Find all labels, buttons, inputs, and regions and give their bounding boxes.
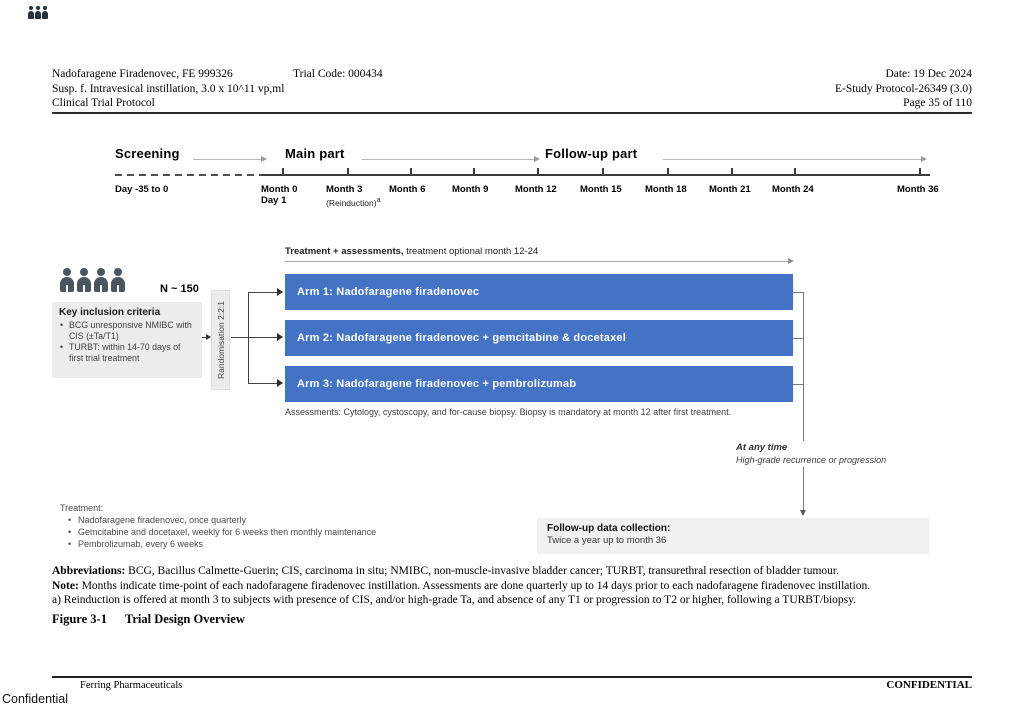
treatment-assessments-label: Treatment + assessments, treatment optional month 12-24 <box>285 246 539 257</box>
randomisation-label: Randomisation 2:2:1 <box>215 301 226 379</box>
header-date: Date: 19 Dec 2024 <box>885 68 972 80</box>
timeline-tick <box>410 168 412 174</box>
arm-2-bar: Arm 2: Nadofaragene firadenovec + gemcitabine & docetaxel <box>285 320 793 356</box>
phase-label-followup: Follow-up part <box>545 146 638 161</box>
person-icon <box>28 6 34 19</box>
connector-line <box>248 292 249 384</box>
treatment-note: • Pembrolizumab, every 6 weeks <box>68 538 376 550</box>
assessments-note: Assessments: Cytology, cystoscopy, and for-cause biopsy. Biopsy is mandatory at month 12 after first treatment. <box>285 407 732 417</box>
inclusion-title: Key inclusion criteria <box>59 307 161 318</box>
person-icon <box>94 268 108 292</box>
connector-line <box>248 383 277 384</box>
timeline-tick <box>602 168 604 174</box>
phase-label-main: Main part <box>285 146 345 161</box>
header-page-number: Page 35 of 110 <box>903 97 972 109</box>
timeline-month-15: Month 15 <box>580 184 622 195</box>
inclusion-bullet-list <box>59 320 195 364</box>
screening-day-range: Day -35 to 0 <box>115 184 169 195</box>
header-protocol-id: E-Study Protocol-26349 (3.0) <box>834 82 972 95</box>
timeline-axis-line <box>262 174 930 176</box>
arrow-right-icon <box>261 156 267 162</box>
timeline-screening-dashed-line <box>115 174 262 176</box>
timeline-month-3: Month 3 (Reinduction)$^a$ <box>326 184 381 208</box>
arm-3-bar: Arm 3: Nadofaragene firadenovec + pembrolizumab <box>285 366 793 402</box>
treatment-notes-title: Treatment: <box>60 503 104 513</box>
note-line: Note: Months indicate time-point of each nadofaragene firadenovec instillation. Assessments are done quarterly up to 14 days prior to each nadofaragene firadenovec instillation. <box>52 579 871 592</box>
inclusion-bullet: • TURBT: within 14-70 days of first trial treatment <box>59 342 195 364</box>
footer-rule <box>52 676 972 678</box>
any-time-note <box>736 441 889 467</box>
footnote-marker: a <box>376 196 381 204</box>
any-time-subtitle: High-grade recurrence or progression <box>736 455 887 465</box>
arrow-right-icon <box>277 333 283 341</box>
timeline-tick <box>667 168 669 174</box>
treatment-notes <box>60 502 376 550</box>
sample-size-label: N ~ 150 <box>160 283 199 295</box>
arrow-right-icon <box>534 156 540 162</box>
timeline-tick <box>282 168 284 174</box>
inclusion-criteria-box <box>52 302 202 378</box>
timeline-tick <box>347 168 349 174</box>
figure-caption-title: Trial Design Overview <box>124 612 245 626</box>
header-suspension: Susp. f. Intravesical instillation, 3.0 x 10^11 vp,ml <box>52 82 285 95</box>
figure-caption-label: Figure 3-1 <box>52 612 107 626</box>
followup-data-collection-box <box>537 518 929 554</box>
connector-line <box>248 337 277 338</box>
timeline-tick <box>794 168 796 174</box>
timeline-month-36: Month 36 <box>897 184 939 195</box>
header-right <box>835 67 972 111</box>
arm-1-bar: Arm 1: Nadofaragene firadenovec <box>285 274 793 310</box>
timeline-tick <box>919 168 921 174</box>
treatment-period-arrow <box>285 261 788 262</box>
timeline-month-9: Month 9 <box>452 184 489 195</box>
phase-arrow-screening <box>193 159 261 160</box>
followup-box-subtitle: Twice a year up to month 36 <box>547 535 667 546</box>
any-time-title: At any time <box>736 442 788 453</box>
person-icon <box>42 6 48 19</box>
treatment-note: • Gemcitabine and docetaxel, weekly for 6 weeks then monthly maintenance <box>68 526 376 538</box>
person-icon <box>77 268 91 292</box>
timeline-month-0: Month 0 Day 1 <box>261 184 298 206</box>
arrow-down-icon <box>800 510 806 516</box>
treatment-note: • Nadofaragene firadenovec, once quarterly <box>68 514 376 526</box>
connector-line <box>803 292 804 510</box>
figure-notes <box>52 564 982 608</box>
timeline-month-12: Month 12 <box>515 184 557 195</box>
connector-line <box>248 292 277 293</box>
arrow-right-icon <box>277 288 283 296</box>
treatment-notes-list <box>68 514 376 550</box>
header-rule <box>52 112 972 114</box>
person-icon <box>111 268 125 292</box>
phase-arrow-followup <box>663 159 921 160</box>
phase-label-screening: Screening <box>115 146 180 161</box>
header-doc-type: Clinical Trial Protocol <box>52 97 155 109</box>
arrow-right-icon <box>921 156 927 162</box>
confidential-overlay: Confidential <box>2 692 69 706</box>
randomisation-box <box>211 290 230 390</box>
corner-people-icon <box>28 6 48 19</box>
timeline-month-18: Month 18 <box>645 184 687 195</box>
timeline-month-24: Month 24 <box>772 184 814 195</box>
footnote-a-line: a) Reinduction is offered at month 3 to subjects with presence of CIS, and/or high-grade Ta, and absence of any T1 or progression to T2 or higher, following a TURBT/biopsy. <box>52 594 856 606</box>
patient-group-icon <box>60 268 125 292</box>
person-icon <box>35 6 41 19</box>
footer-company: Ferring Pharmaceuticals <box>80 680 183 691</box>
header-product: Nadofaragene Firadenovec, FE 999326 <box>52 68 233 80</box>
abbreviations-line: Abbreviations: BCG, Bacillus Calmette-Guerin; CIS, carcinoma in situ; NMIBC, non-muscle-invasive bladder cancer; TURBT, transurethral resection of bladder tumour. <box>52 565 839 577</box>
followup-box-title: Follow-up data collection: <box>547 523 671 534</box>
connector-line <box>231 337 248 338</box>
arrow-right-icon <box>788 258 794 264</box>
timeline-month-6: Month 6 <box>389 184 426 195</box>
timeline-tick <box>731 168 733 174</box>
timeline-month-21: Month 21 <box>709 184 751 195</box>
footer-confidential: CONFIDENTIAL <box>886 679 972 691</box>
figure-caption <box>52 612 245 627</box>
timeline-tick <box>537 168 539 174</box>
phase-arrow-main <box>362 159 534 160</box>
timeline-tick <box>473 168 475 174</box>
header-left <box>52 67 383 111</box>
header-trial-code: Trial Code: 000434 <box>293 68 383 80</box>
person-icon <box>60 268 74 292</box>
arrow-right-icon <box>277 379 283 387</box>
inclusion-bullet: • BCG unresponsive NMIBC with CIS (±Ta/T1) <box>59 320 195 342</box>
